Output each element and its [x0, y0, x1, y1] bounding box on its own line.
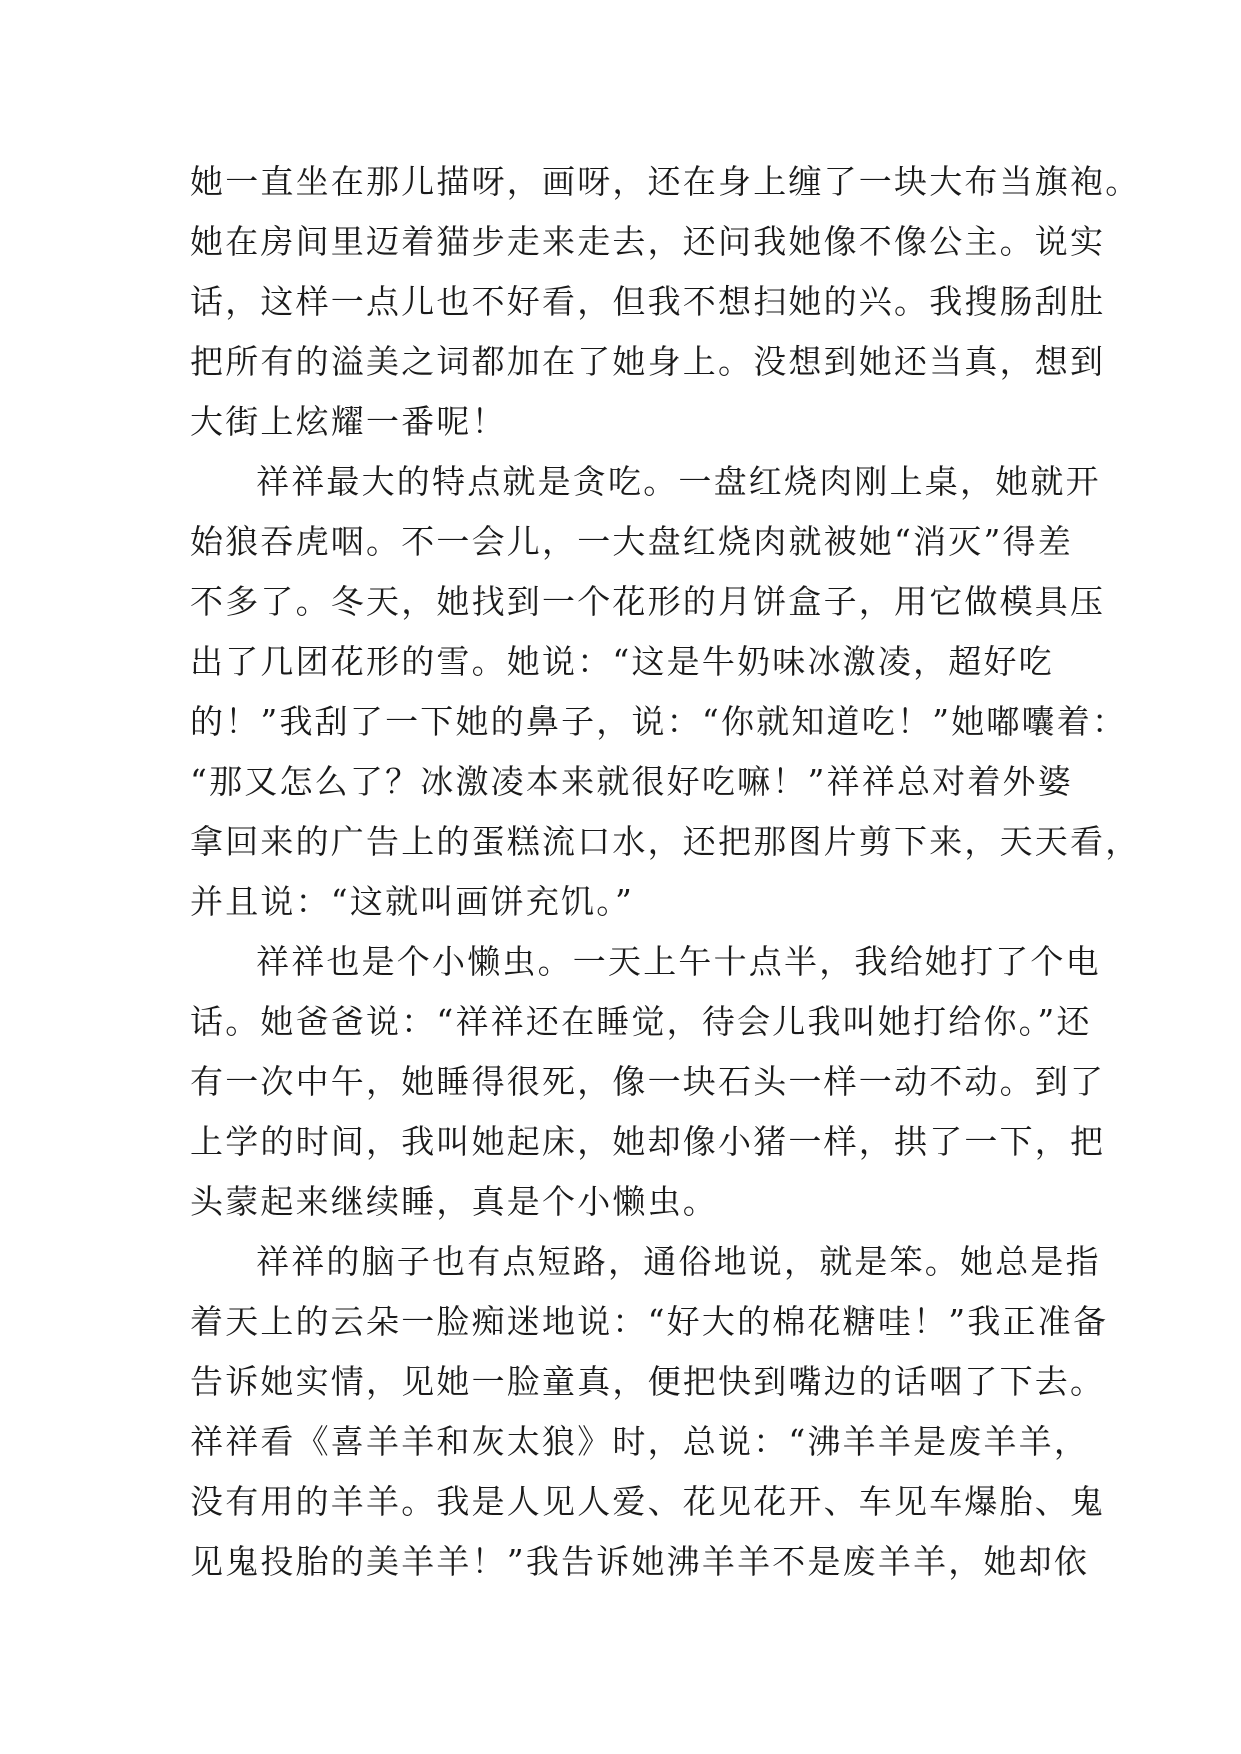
- article-body: [190, 152, 1141, 1592]
- text-line: “那又怎么了？冰激凌本来就很好吃嘛！”祥祥总对着外婆: [190, 762, 1073, 801]
- text-line: 的！”我刮了一下她的鼻子，说：“你就知道吃！”她嘟囔着：: [190, 702, 1128, 741]
- text-line: 上学的时间，我叫她起床，她却像小猪一样，拱了一下，把: [190, 1122, 1106, 1161]
- text-line: 话，这样一点儿也不好看，但我不想扫她的兴。我搜肠刮肚: [190, 282, 1106, 321]
- text-line: 有一次中午，她睡得很死，像一块石头一样一动不动。到了: [190, 1062, 1106, 1101]
- paragraph-start-line: 祥祥也是个小懒虫。一天上午十点半，我给她打了个电: [256, 942, 1101, 981]
- text-line: 拿回来的广告上的蛋糕流口水，还把那图片剪下来，天天看，: [190, 822, 1141, 861]
- paragraph-start-line: 祥祥的脑子也有点短路，通俗地说，就是笨。她总是指: [256, 1242, 1101, 1281]
- text-line: 把所有的溢美之词都加在了她身上。没想到她还当真，想到: [190, 342, 1106, 381]
- text-line: 她在房间里迈着猫步走来走去，还问我她像不像公主。说实: [190, 222, 1106, 261]
- text-line: 始狼吞虎咽。不一会儿，一大盘红烧肉就被她“消灭”得差: [190, 522, 1073, 561]
- text-line: 并且说：“这就叫画饼充饥。”: [190, 882, 635, 921]
- text-line: 出了几团花形的雪。她说：“这是牛奶味冰激凌，超好吃: [190, 642, 1054, 681]
- text-line: 大街上炫耀一番呢！: [190, 402, 507, 441]
- text-line: 祥祥看《喜羊羊和灰太狼》时，总说：“沸羊羊是废羊羊，: [190, 1422, 1090, 1461]
- text-line: 着天上的云朵一脸痴迷地说：“好大的棉花糖哇！”我正准备: [190, 1302, 1109, 1341]
- text-line: 不多了。冬天，她找到一个花形的月饼盒子，用它做模具压: [190, 582, 1106, 621]
- text-line: 告诉她实情，见她一脸童真，便把快到嘴边的话咽了下去。: [190, 1362, 1106, 1401]
- text-line: 她一直坐在那儿描呀，画呀，还在身上缠了一块大布当旗袍。: [190, 162, 1141, 201]
- text-line: 见鬼投胎的美羊羊！”我告诉她沸羊羊不是废羊羊，她却依: [190, 1542, 1090, 1581]
- text-line: 没有用的羊羊。我是人见人爱、花见花开、车见车爆胎、鬼: [190, 1482, 1106, 1521]
- text-line: 话。她爸爸说：“祥祥还在睡觉，待会儿我叫她打给你。”还: [190, 1002, 1092, 1041]
- text-line: 头蒙起来继续睡，真是个小懒虫。: [190, 1182, 718, 1221]
- paragraph-start-line: 祥祥最大的特点就是贪吃。一盘红烧肉刚上桌，她就开: [256, 462, 1101, 501]
